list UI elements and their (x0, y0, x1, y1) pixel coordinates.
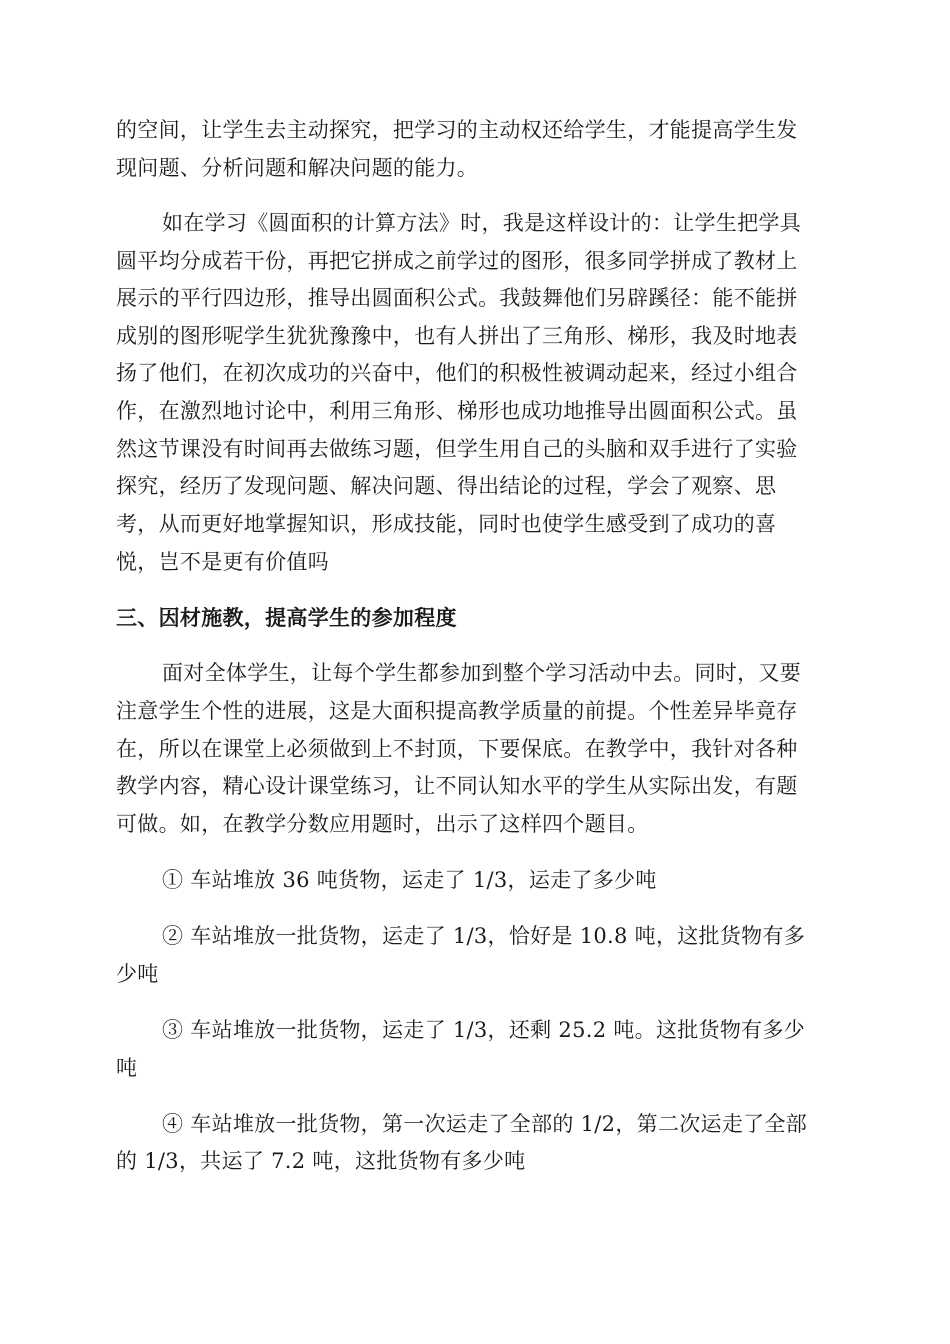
text-line: 扬了他们，在初次成功的兴奋中，他们的积极性被调动起来，经过小组合 (116, 361, 798, 385)
text-line: 注意学生个性的进展，这是大面积提高教学质量的前提。个性差异毕竟存 (116, 699, 798, 723)
section-heading: 三、因材施教，提高学生的参加程度 (116, 606, 457, 630)
text-line: 悦，岂不是更有价值吗 (116, 550, 329, 574)
text-line: 圆平均分成若干份，再把它拼成之前学过的图形，很多同学拼成了教材上 (116, 249, 798, 273)
text-line: 然这节课没有时间再去做练习题，但学生用自己的头脑和双手进行了实验 (116, 437, 798, 461)
text-line: 的 1/3，共运了 7.2 吨，这批货物有多少吨 (116, 1149, 526, 1173)
text-line: 考，从而更好地掌握知识，形成技能，同时也使学生感受到了成功的喜 (116, 512, 777, 536)
text-line: 吨 (116, 1056, 138, 1080)
text-line: 如在学习《圆面积的计算方法》时，我是这样设计的：让学生把学具 (162, 211, 801, 235)
text-line: 可做。如，在教学分数应用题时，出示了这样四个题目。 (116, 812, 649, 836)
text-line: 少吨 (116, 962, 159, 986)
text-line: 作，在激烈地讨论中，利用三角形、梯形也成功地推导出圆面积公式。虽 (116, 399, 798, 423)
text-line: 探究，经历了发现问题、解决问题、得出结论的过程，学会了观察、思 (116, 474, 777, 498)
text-line: 在，所以在课堂上必须做到上不封顶，下要保底。在教学中，我针对各种 (116, 737, 798, 761)
text-line: ④ 车站堆放一批货物，第一次运走了全部的 1/2，第二次运走了全部 (162, 1112, 808, 1136)
text-line: 成别的图形呢学生犹犹豫豫中，也有人拼出了三角形、梯形，我及时地表 (116, 324, 798, 348)
text-line: ② 车站堆放一批货物，运走了 1/3，恰好是 10.8 吨，这批货物有多 (162, 924, 806, 948)
text-line: 现问题、分析问题和解决问题的能力。 (116, 156, 479, 180)
text-line: 教学内容，精心设计课堂练习，让不同认知水平的学生从实际出发，有题 (116, 774, 798, 798)
text-line: ③ 车站堆放一批货物，运走了 1/3，还剩 25.2 吨。这批货物有多少 (162, 1018, 806, 1042)
text-line: 的空间，让学生去主动探究，把学习的主动权还给学生，才能提高学生发 (116, 118, 798, 142)
text-line: 展示的平行四边形，推导出圆面积公式。我鼓舞他们另辟蹊径：能不能拼 (116, 286, 798, 310)
text-line: ① 车站堆放 36 吨货物，运走了 1/3，运走了多少吨 (162, 868, 657, 892)
text-line: 面对全体学生，让每个学生都参加到整个学习活动中去。同时，又要 (162, 661, 801, 685)
